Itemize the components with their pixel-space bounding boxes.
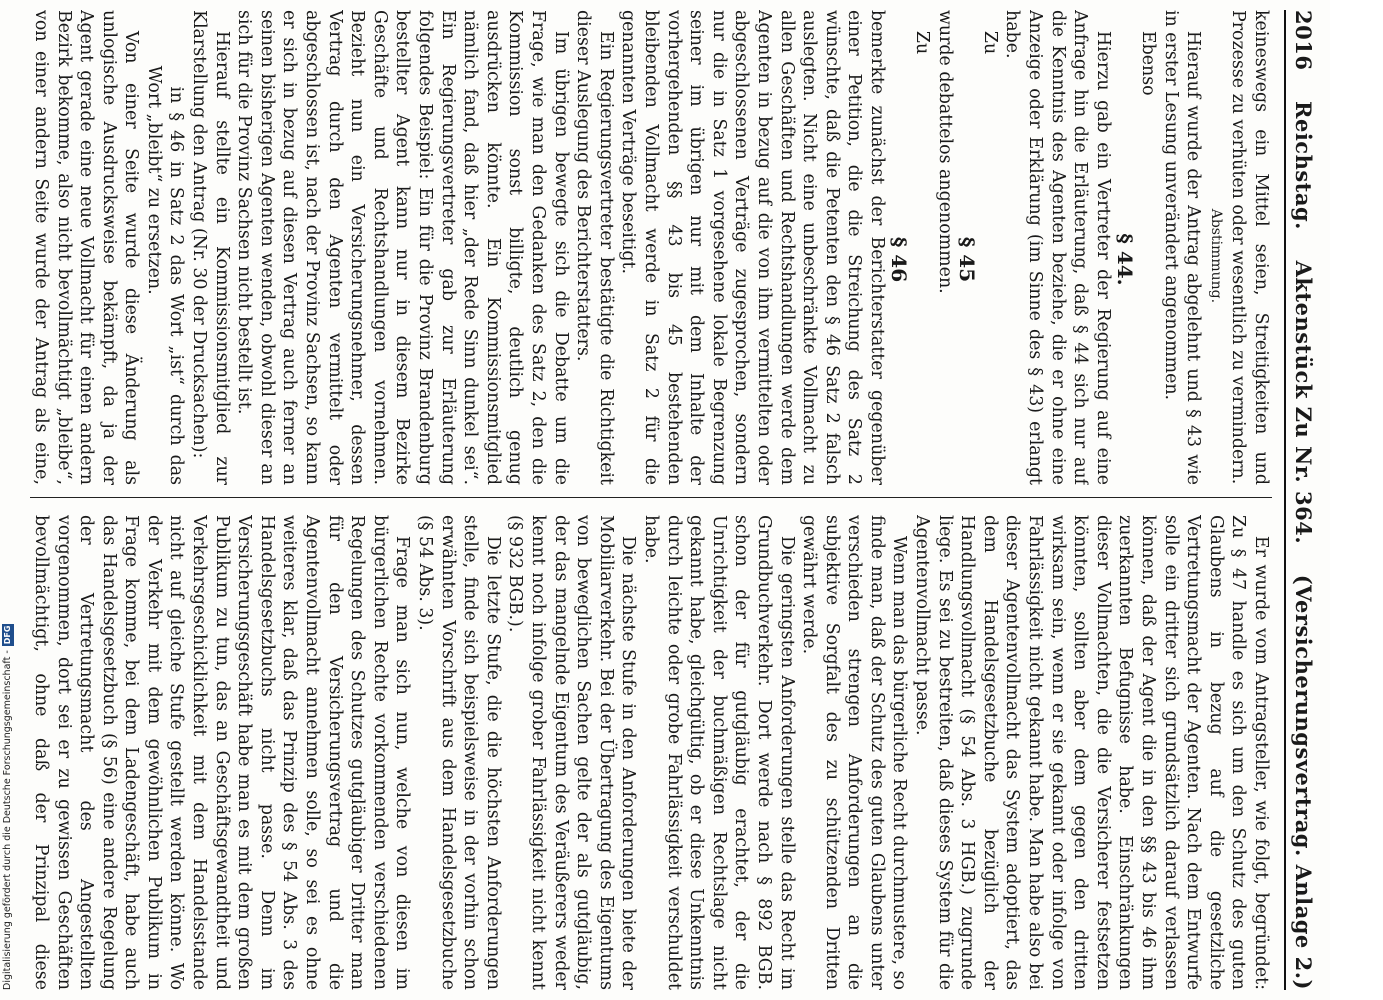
dfg-logo: DFG — [3, 625, 12, 645]
paragraph-r3: Die geringsten Anforderungen stelle das Recht im Grundbuchverkehr. Dort werde nach § 892 BGB. schon der für gutgläubig erachtet, der die Unrichtigkeit der buchmäßigen Rechtslage nicht gekannt habe, gleichgültig, ob er diese Unkenntnis durch leichte oder grobe Fahrlässigkeit verschuldet habe. — [640, 515, 797, 990]
zu-label: Zu — [979, 30, 1000, 55]
watermark-text: Digitalisierung gefördert durch die Deutsche Forschungsgemeinschaft - — [2, 650, 13, 990]
zu-label: Zu — [912, 30, 933, 55]
page-number: 2016 — [1291, 10, 1317, 71]
right-column — [30, 515, 1272, 990]
paragraph-46-5: Von einer Seite wurde diese Änderung als unlogische Ausdrucksweise bekämpft, da ja der Agent gerade eine neue Vollmacht für einen andern Bezirk bekomme, also nicht bevollmächtigt „bleibe“, von einer andern Seite wurde der Antrag als eine, — [30, 10, 142, 485]
paragraph-r1: Er wurde vom Antragsteller, wie folgt, begründet: Zu § 47 handle es sich um den Schutz des guten Glaubens in bezug auf die gesetzliche Vertretungsmacht der Agenten. Nach dem Entwurfe solle ein dritter sich grundsätzlich darauf verlassen können, daß der Agent die in den §§ 43 bis 46 ihm zuerkannten Befugnisse habe. Einschränkungen dieser Vollmachten, die die Versicherer festsetzen könnten, sollten aber dem gegen den dritten wirksam sein, wenn er sie gekannt oder infolge von Fahrlässigkeit nicht gekannt habe. Man habe also bei dieser Agentenvollmacht das System adoptiert, das dem Handelsgesetzbuche bezüglich der Handlungsvollmacht (§ 54 Abs. 3 HGB.) zugrunde liege. Es sei zu bestreiten, daß dieses System für die Agentenvollmacht passe. — [912, 515, 1271, 990]
document-reference: Aktenstück Zu Nr. 364. — [1291, 260, 1317, 545]
paragraph-46-4: Hierauf stellte ein Kommissionsmitglied zur Klarstellung den Antrag (Nr. 30 der Drucksachen): — [189, 10, 232, 485]
publication-title: Reichstag. — [1291, 101, 1317, 230]
paragraph-r4: Die nächste Stufe in den Anforderungen biete der Mobiliarverkehr. Bei der Übertragung des Eigentums von beweglichen Sachen gelte der als gutgläubig, der das mangelnde Eigentum des Veräußerers weder kennt noch infolge grober Fahrlässigkeit nicht kennt (§ 932 BGB.). — [505, 515, 639, 990]
section-heading-46: § 46 — [887, 236, 912, 283]
document-subject: (Versicherungsvertrag. Anlage 2.) — [1291, 574, 1317, 990]
section-heading-45: § 45 — [955, 236, 980, 283]
ebenso-label: Ebenso — [1138, 30, 1159, 96]
vote-paragraph: Hierauf wurde der Antrag abgelehnt und § 43 wie in erster Lesung unverändert angenommen. — [1160, 10, 1204, 485]
column-divider — [30, 497, 1272, 498]
intro-paragraph: keineswegs ein Mittel seien, Streitigkeiten und Prozesse zu verhüten oder wesentlich zu vermindern. — [1228, 10, 1271, 485]
amendment-46: in § 46 in Satz 2 das Wort „ist“ durch das Wort „bleibt“ zu ersetzen. — [143, 65, 187, 485]
paragraph-46-3: Im übrigen bewegte sich die Debatte um die Frage, wie man den Gedanken des Satz 2, den die Kommission sonst billigte, deutlich genug ausdrücken könnte. Ein Kommissionsmitglied nämlich fand, daß hier „der Rede Sinn dunkel sei“. Ein Regierungsvertreter gab zur Erläuterung folgendes Beispiel: Ein für die Provinz Brandenburg bestellter Agent kann nur in diesem Bezirke Geschäfte und Rechtshandlungen vornehmen. Bezieht nun ein Versicherungsnehmer, dessen Vertrag durch den Agenten vermittelt oder abgeschlossen ist, nach der Provinz Sachsen, so kann er sich in bezug auf diesen Vertrag auch ferner an seinen bisherigen Agenten wenden, obwohl dieser an sich für die Provinz Sachsen nicht bestellt ist. — [234, 10, 571, 485]
paragraph-44: Hierzu gab ein Vertreter der Regierung auf eine Anfrage hin die Erläuterung, daß § 44 sich nur auf die Kenntnis des Agenten beziehe, die er ohne eine Anzeige oder Erklärung (im Sinne des § 43) erlangt habe. — [1002, 10, 1113, 485]
digitization-watermark — [0, 600, 16, 1000]
left-column — [30, 10, 1272, 485]
section-heading-44: § 44. — [1113, 233, 1138, 286]
page-header — [1284, 10, 1322, 990]
abstimmung-heading: Abstimmung. — [1207, 208, 1224, 304]
paragraph-r2: Wenn man das bürgerliche Recht durchmustere, so finde man, daß der Schutz des guten Glaubens unter verschieden strengen Anforderungen an die subjektive Sorgfalt des zu schützenden Dritten gewährt werde. — [799, 515, 910, 990]
paragraph-r5: Die letzte Stufe, die die höchsten Anforderungen stelle, finde sich beispielsweise in der vorhin schon erwähnten Vorschrift aus dem Handelsgesetzbuche (§ 54 Abs. 3). — [415, 515, 503, 990]
paragraph-r6: Frage man sich nun, welche von diesen im bürgerlichen Rechte vorkommenden verschiedenen Regelungen des Schutzes gutgläubiger Dritter man für den Versicherungsvertrag und die Agentenvollmacht annehmen solle, so sei es ohne weiteres klar, daß das Prinzip des § 54 Abs. 3 des Handelsgesetzbuchs nicht passe. Denn im Versicherungsgeschäft habe man es mit dem großen Publikum zu tun, das an Geschäftsgewandtheit und Verkehrsgeschicklichkeit mit dem Handelsstande nicht auf gleiche Stufe gestellt werden könne. Wo der Verkehr mit dem gewöhnlichen Publikum in Frage komme, bei dem Ladengeschäft, habe auch das Handelsgesetzbuch (§ 56) eine andere Regelung der Vertretungsmacht des Angestellten vorgenommen, dort sei er zu gewissen Geschäften bevollmächtigt, ohne daß der Prinzipal diese — [30, 515, 413, 990]
paragraph-46-1: bemerkte zunächst der Berichterstatter gegenüber einer Petition, die die Streichung des Satz 2 wünschte, daß die Petenten den § 46 Satz 2 falsch auslegten. Nicht eine unbeschränkte Vollmacht zu allen Geschäften und Rechtshandlungen werde dem Agenten in bezug auf die von ihm vermittelten oder abgeschlossenen Verträge zugesprochen, sondern nur die in Satz 1 vorgesehene lokale Begrenzung seiner im übrigen nur mit dem Inhalte der vorhergehenden §§ 43 bis 45 bestehenden bleibenden Vollmacht werde in Satz 2 für die genannten Verträge beseitigt. — [618, 10, 887, 485]
paragraph-45: wurde debattelos angenommen. — [934, 10, 955, 294]
paragraph-46-2: Ein Regierungsvertreter bestätigte die Richtigkeit dieser Auslegung des Berichterstatters. — [573, 10, 616, 485]
